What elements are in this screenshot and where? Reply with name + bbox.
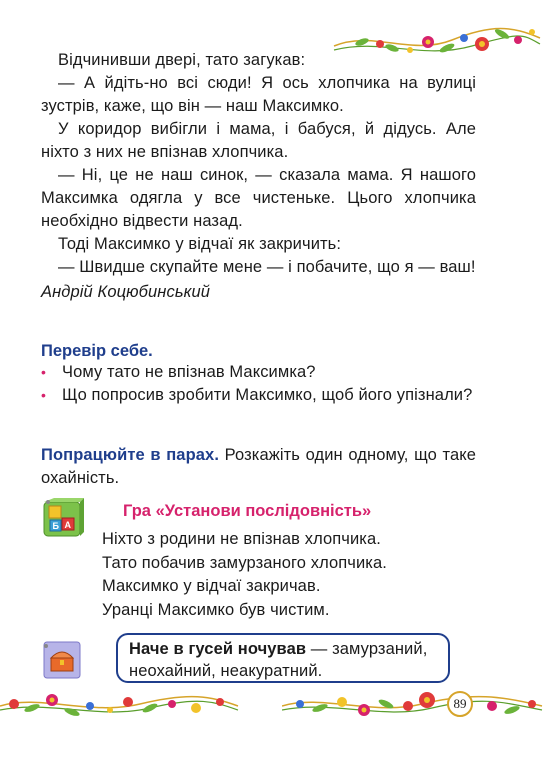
glossary-box: [116, 633, 450, 683]
list-item: Максимко у відчаї закричав.: [102, 577, 321, 595]
story-text: [41, 49, 476, 304]
block-letter: А: [64, 520, 71, 530]
game-title: Гра «Установи послідовність»: [123, 502, 372, 520]
question-text: Що попросив зробити Максимко, щоб його упізнали?: [62, 386, 473, 404]
question-item: [41, 361, 476, 384]
story-paragraph: У коридор вибігли і мама, і бабуся, й дідусь. Але ніхто з них не впізнав хлопчика.: [41, 120, 476, 161]
self-check-section: [41, 342, 476, 407]
story-paragraph: — А йдіть-но всі сюди! Я ось хлопчика на вулиці зустрів, каже, що він — наш Максимко.: [41, 74, 476, 115]
block-letter: Б: [52, 521, 59, 531]
list-item: Тато побачив замурзаного хлопчика.: [102, 553, 387, 572]
list-item: Уранці Максимко був чистим.: [102, 600, 330, 619]
question-item: [41, 384, 476, 407]
bullet-icon: •: [41, 364, 47, 380]
floral-ornament-bottom-left: [0, 686, 240, 722]
list-item: Ніхто з родини не впізнав хлопчика.: [102, 530, 381, 548]
self-check-heading: Перевір себе.: [41, 342, 153, 360]
pair-work-text: Розкажіть один одному, що таке охайність.: [41, 446, 476, 487]
story-paragraph: — Швидше скупайте мене — і побачите, що я — ваш!: [58, 258, 476, 276]
pair-work-heading: Попрацюйте в парах.: [41, 446, 220, 464]
question-text: Чому тато не впізнав Максимка?: [62, 363, 316, 381]
glossary-definition: — замурзаний, неохайний, неакуратний.: [129, 640, 428, 680]
page-number: 89: [447, 691, 473, 717]
sequence-list: [102, 528, 462, 622]
glossary-term: Наче в гусей ночував: [129, 640, 307, 658]
treasure-chest-icon: [40, 638, 84, 682]
abc-blocks-icon: [40, 496, 84, 540]
story-paragraph: Відчинивши двері, тато загукав:: [58, 51, 306, 69]
story-author: Андрій Коцюбинський: [41, 283, 211, 301]
floral-ornament-bottom-right: [282, 686, 544, 722]
glossary-entry: [129, 638, 448, 682]
story-paragraph: Тоді Максимко у відчаї як закричить:: [58, 235, 342, 253]
bullet-icon: •: [41, 387, 47, 403]
pair-work-task: [41, 444, 476, 490]
story-paragraph: — Ні, це не наш синок, — сказала мама. Я нашого Максимка одягла у все чистеньке. Цього хлопчика необхідно відвести назад.: [41, 166, 476, 230]
